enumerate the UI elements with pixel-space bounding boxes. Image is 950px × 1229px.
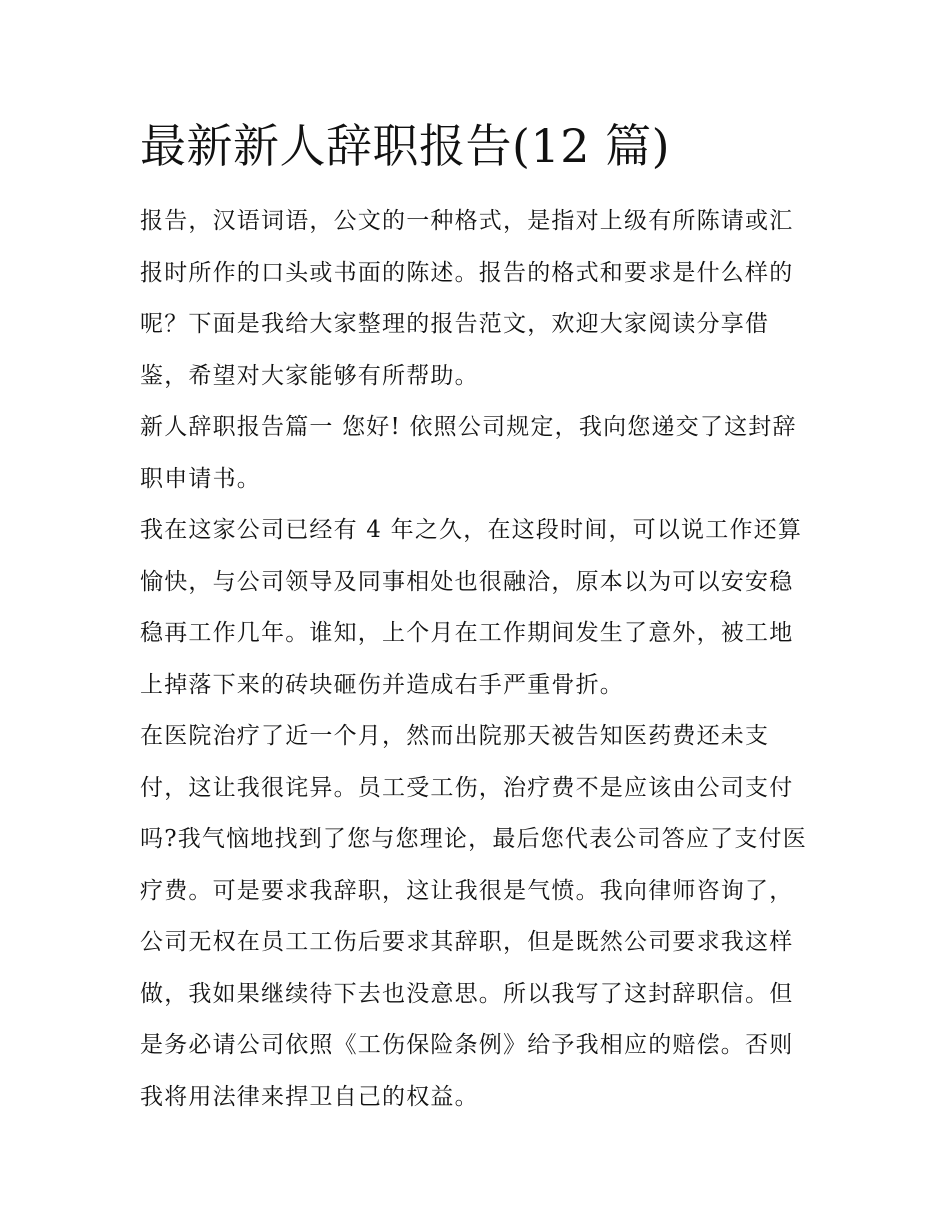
intro-paragraph: 报告，汉语词语，公文的一种格式，是指对上级有所陈请或汇报时所作的口头或书面的陈述。报告的格式和要求是什么样的呢？下面是我给大家整理的报告范文，欢迎大家阅读分享借鉴，希望对大家能够有所帮助。: [140, 208, 794, 389]
background-paragraph: 我在这家公司已经有 4 年之久，在这段时间，可以说工作还算愉快，与公司领导及同事相处也很融洽，原本以为可以安安稳稳再工作几年。谁知，上个月在工作期间发生了意外，被工地上掉落下来的砖块砸伤并造成右手严重骨折。: [140, 517, 803, 698]
document-body: [140, 196, 816, 1123]
incident-paragraph: 在医院治疗了近一个月，然而出院那天被告知医药费还未支付，这让我很诧异。员工受工伤，治疗费不是应该由公司支付吗?我气恼地找到了您与您理论，最后您代表公司答应了支付医疗费。可是要求我辞职，这让我很是气愤。我向律师咨询了，公司无权在员工工伤后要求其辞职，但是既然公司要求我这样做，我如果继续待下去也没意思。所以我写了这封辞职信。但是务必请公司依照《工伤保险条例》给予我相应的赔偿。否则我将用法律来捍卫自己的权益。: [140, 723, 807, 1110]
document-title: 最新新人辞职报告(12 篇): [140, 119, 671, 173]
greeting-paragraph: 新人辞职报告篇一 您好! 依照公司规定，我向您递交了这封辞职申请书。: [140, 414, 797, 492]
